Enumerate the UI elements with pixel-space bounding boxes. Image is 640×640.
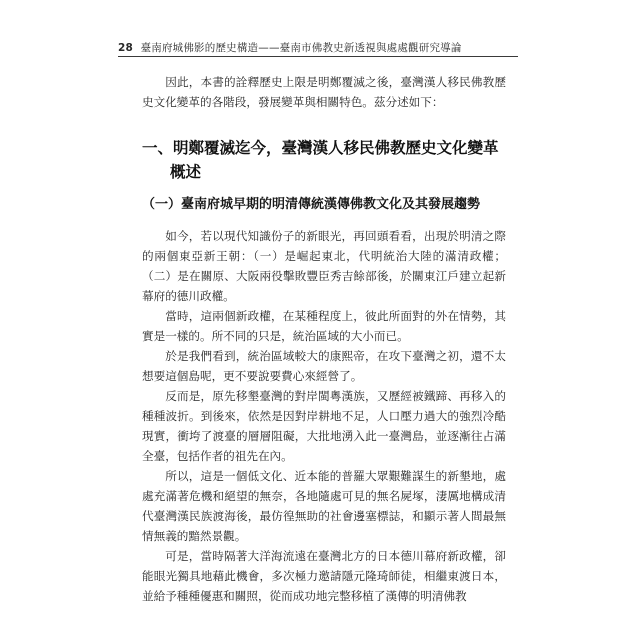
header-rule bbox=[118, 56, 518, 57]
body-paragraph: 於是我們看到，統治區域較大的康熙帝，在攻下臺灣之初，還不太想要這個島呢，更不要說要費心來經營了。 bbox=[142, 349, 506, 383]
intro-paragraph: 因此，本書的詮釋歷史上限是明鄭覆滅之後，臺灣漢人移民佛教歷史文化變革的各階段，發展變革與相關特色。茲分述如下： bbox=[142, 75, 506, 109]
body-paragraph: 所以，這是一個低文化、近本能的普羅大眾艱難謀生的新墾地，處處充滿著危機和絕望的無奈，各地隨處可見的無名屍塚，淒厲地構成清代臺灣漢民族渡海後，最仿徨無助的社會邊塞標誌，和顯示著人間最無情無義的黯然景觀。 bbox=[142, 469, 506, 543]
running-title: 臺南府城佛影的歷史構造——臺南市佛教史新透視與處處觀研究導論 bbox=[140, 42, 462, 54]
body-paragraph: 當時，這兩個新政權，在某種程度上，彼此所面對的外在情勢，其實是一樣的。所不同的只是，統治區域的大小而已。 bbox=[142, 309, 506, 343]
intro-block bbox=[142, 72, 506, 112]
running-header bbox=[118, 40, 518, 55]
body-paragraph: 反而是，原先移墾臺灣的對岸閩粵漢族，又歷經被鐵蹄、再移入的種種波折。到後來，依然是因對岸耕地不足，人口壓力過大的強烈冷酷現實，衝垮了渡臺的層層阻礙，大批地湧入此一臺灣島，並逐漸往占滿全臺，包括作者的祖先在內。 bbox=[142, 389, 506, 463]
section-heading-line2: 概述 bbox=[170, 163, 202, 181]
body-text-block bbox=[142, 226, 506, 606]
subsection-heading: （一）臺南府城早期的明清傳統漢傳佛教文化及其發展趨勢 bbox=[142, 197, 481, 212]
section-heading bbox=[142, 136, 512, 184]
section-heading-line1: 一、明鄭覆滅迄今，臺灣漢人移民佛教歷史文化變革 bbox=[142, 139, 499, 157]
body-paragraph: 可是，當時隔著大洋海流遠在臺灣北方的日本德川幕府新政權，卻能眼光獨具地藉此機會，多次極力邀請隱元隆琦師徒，相繼東渡日本，並給予種種優惠和關照，從而成功地完整移植了漢傳的明清佛教 bbox=[142, 549, 506, 603]
body-paragraph: 如今，若以現代知識份子的新眼光，再回頭看看，出現於明清之際的兩個東亞新王朝：（一）是崛起東北，代明統治大陸的滿清政權；（二）是在關原、大阪兩役擊敗豐臣秀吉餘部後，於關東江戶建立起新幕府的德川政權。 bbox=[142, 229, 506, 303]
page-number: 28 bbox=[118, 42, 134, 54]
